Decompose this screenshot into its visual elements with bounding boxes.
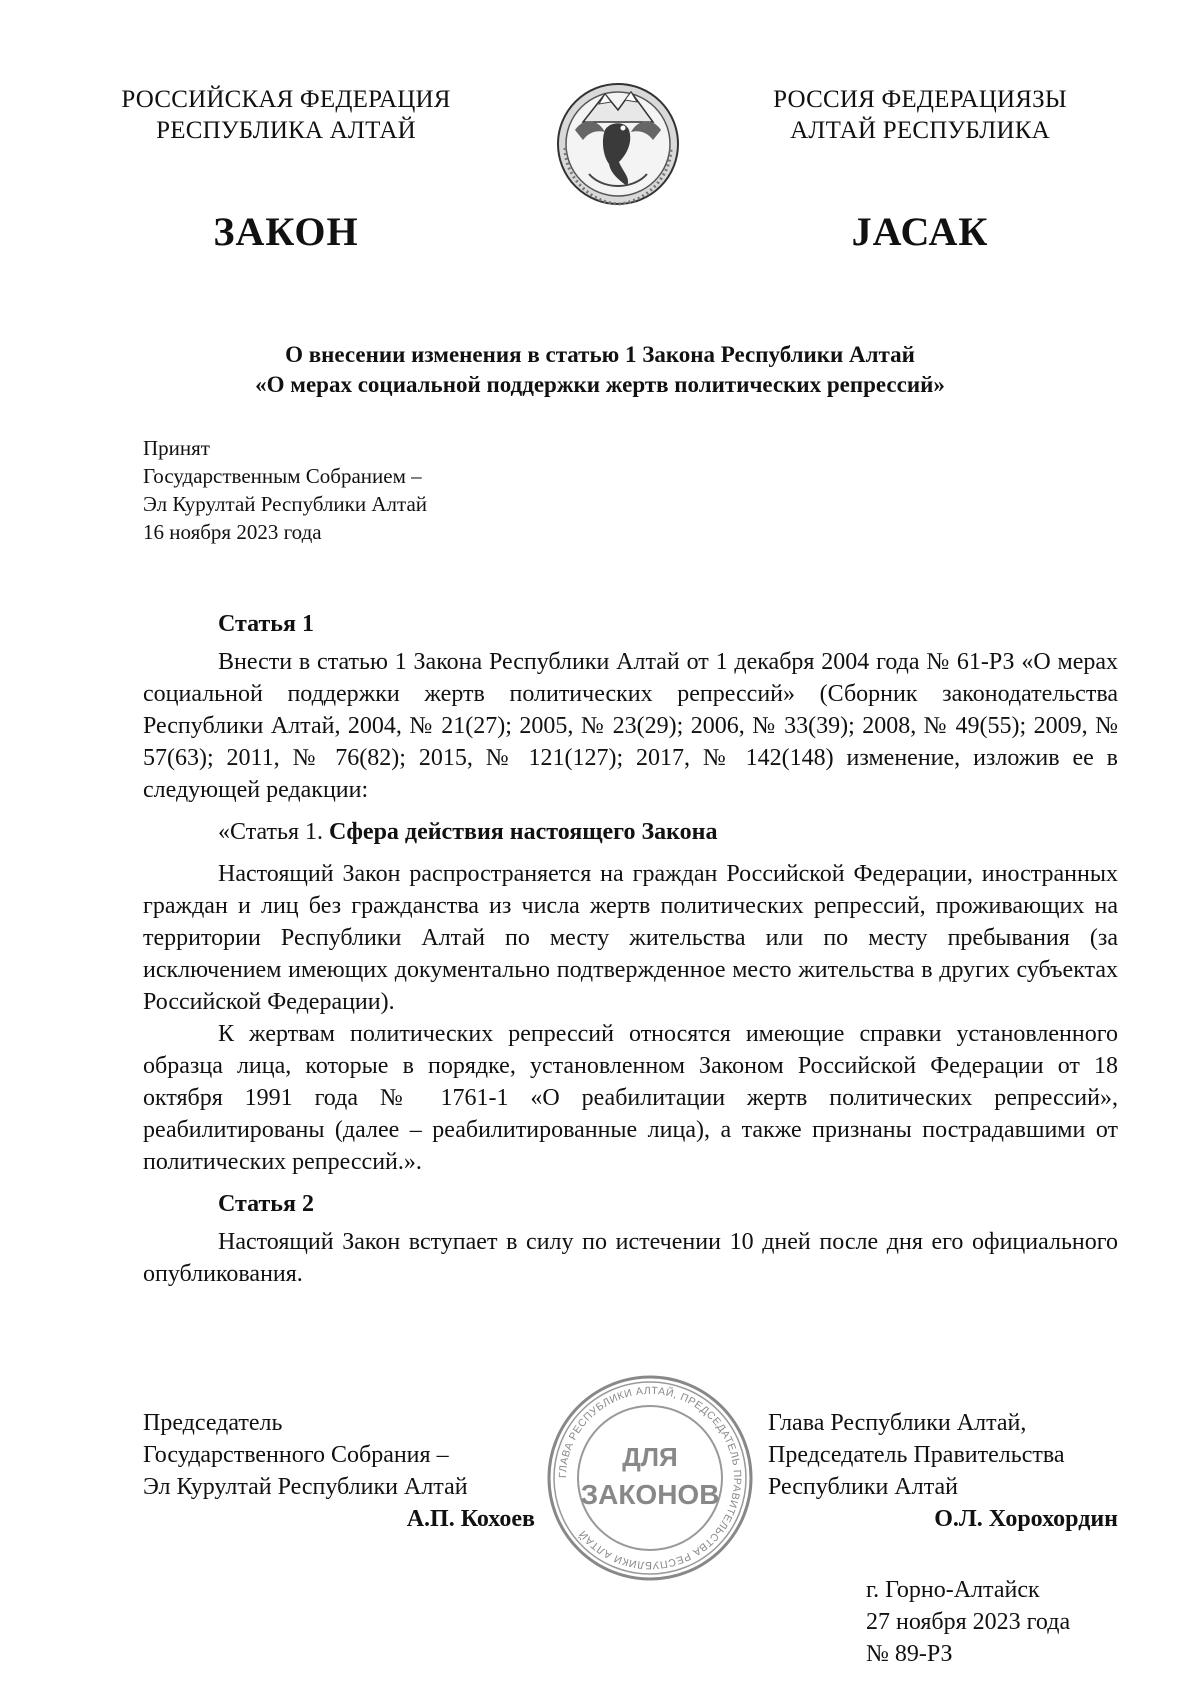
altai-coat-of-arms-icon <box>553 72 683 222</box>
head-title-line1: Глава Республики Алтай, <box>768 1410 1027 1436</box>
official-stamp <box>544 1372 756 1584</box>
chairman-name: А.П. Кохоев <box>406 1506 535 1532</box>
document-type-russian: ЗАКОН <box>213 209 359 254</box>
law-title-line2: «О мерах социальной поддержки жертв политических репрессий» <box>255 372 945 397</box>
law-title <box>100 340 1100 400</box>
header-left-line2: РЕСПУБЛИКА АЛТАЙ <box>156 117 416 144</box>
header-left-line1: РОССИЙСКАЯ ФЕДЕРАЦИЯ <box>121 86 451 113</box>
stamp-ring-text: ГЛАВА РЕСПУБЛИКИ АЛТАЙ, ПРЕДСЕДАТЕЛЬ ПРАВИТЕЛЬСТВА РЕСПУБЛИКИ АЛТАЙ <box>556 1384 744 1572</box>
article-2-text: Настоящий Закон вступает в силу по истечении 10 дней после дня его официального опубликования. <box>143 1229 1118 1287</box>
quoted-article-prefix: «Статья 1. <box>218 819 329 845</box>
law-body <box>143 608 1118 1290</box>
stamp-line2: ЗАКОНОВ <box>580 1479 720 1510</box>
signature-chairman <box>143 1407 535 1535</box>
header-right <box>700 84 1140 146</box>
head-name: О.Л. Хорохордин <box>934 1506 1118 1532</box>
adoption-block <box>143 434 427 546</box>
document-type-altai: JАСАК <box>851 209 989 254</box>
quoted-article-title: Сфера действия настоящего Закона <box>328 819 718 845</box>
head-title-line2: Председатель Правительства <box>768 1442 1065 1468</box>
signature-head <box>768 1407 1118 1535</box>
article-1-paragraph-1: Настоящий Закон распространяется на граждан Российской Федерации, иностранных граждан и лиц без гражданства из числа жертв политических репрессий, проживающих на территории Республики Алтай по месту жительства или по месту пребывания (за исключением имеющих документально подтвержденное место жительства в других субъектах Российской Федерации). <box>143 861 1118 1015</box>
chairman-title-line3: Эл Курултай Республики Алтай <box>143 1474 468 1500</box>
adopted-line1: Принят <box>143 436 210 460</box>
header-right-line2: АЛТАЙ РЕСПУБЛИКА <box>790 117 1050 144</box>
chairman-title-line1: Председатель <box>143 1410 283 1436</box>
head-title-line3: Республики Алтай <box>768 1474 958 1500</box>
law-number: № 89-РЗ <box>866 1641 953 1667</box>
header-left <box>66 84 506 146</box>
article-2-heading: Статья 2 <box>218 1191 314 1217</box>
header-right-line1: РОССИЯ ФЕДЕРАЦИЯЗЫ <box>773 86 1067 113</box>
city: г. Горно-Алтайск <box>866 1577 1040 1603</box>
article-1-heading: Статья 1 <box>218 611 314 637</box>
article-1-paragraph-2: К жертвам политических репрессий относятся имеющие справки установленного образца лица, которые в порядке, установленном Законом Российской Федерации от 18 октября 1991 года № 1761-1 «О реабилитации жертв политических репрессий», реабилитированы (далее – реабилитированные лица), а также признаны пострадавшими от политических репрессий.». <box>143 1021 1118 1175</box>
law-title-line1: О внесении изменения в статью 1 Закона Республики Алтай <box>285 342 915 367</box>
place-date-number <box>866 1574 1070 1670</box>
adopted-date: 16 ноября 2023 года <box>143 520 322 544</box>
adopted-line3: Эл Курултай Республики Алтай <box>143 492 428 516</box>
stamp-line1: ДЛЯ <box>622 1442 678 1472</box>
article-1-quoted-heading <box>143 816 1118 848</box>
article-1-intro: Внести в статью 1 Закона Республики Алтай от 1 декабря 2004 года № 61-РЗ «О мерах социальной поддержки жертв политических репрессий» (Сборник законодательства Республики Алтай, 2004, № 21(27); 2005, № 23(29); 2006, № 33(39); 2008, № 49(55); 2009, № 57(63); 2011, № 76(82); 2015, № 121(127); 2017, № 142(148) изменение, изложив ее в следующей редакции: <box>143 649 1118 803</box>
signing-date: 27 ноября 2023 года <box>866 1609 1071 1635</box>
adopted-line2: Государственным Собранием – <box>143 464 422 488</box>
chairman-title-line2: Государственного Собрания – <box>143 1442 449 1468</box>
